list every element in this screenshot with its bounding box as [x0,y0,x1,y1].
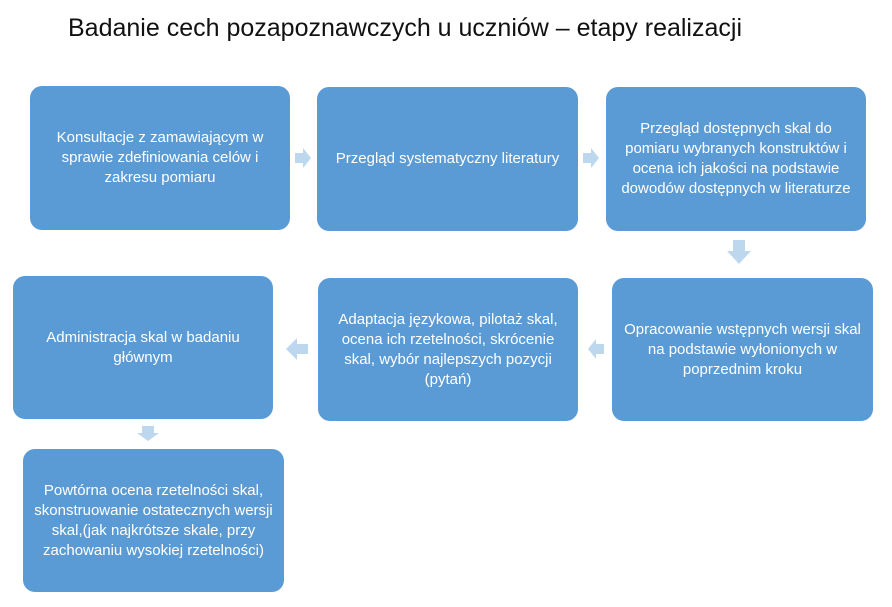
step-4-label: Opracowanie wstępnych wersji skal na podstawie wyłonionych w poprzednim kroku [624,320,861,378]
step-3-label: Przegląd dostępnych skal do pomiaru wybranych konstruktów i ocena ich jakości na podstawie dowodów dostępnych w literaturze [621,120,851,197]
step-7-box [23,449,284,592]
diagram-title: Badanie cech pozapoznawczych u uczniów – etapy realizacji [68,14,742,42]
step-2-label: Przegląd systematyczny literatury [335,150,560,167]
step-7-label: Powtórna ocena rzetelności skal, skonstruowanie ostatecznych wersji skal,(jak najkrótsze skale, przy zachowaniu wysokiej rzetelności) [34,481,273,559]
step-5-box [318,278,578,421]
arrow-right-icon [583,148,599,168]
arrow-left-icon [588,339,604,359]
step-1-box [30,86,290,230]
step-5-label: Adaptacja językowa, pilotaż skal, ocena ich rzetelności, skrócenie skal, wybór najlepszych pozycji (pytań) [338,310,558,388]
arrow-down-icon [727,240,751,264]
step-6-label: Administracja skal w badaniu głównym [46,328,240,366]
step-2-box [317,87,578,231]
arrow-right-icon [295,148,311,168]
arrow-left-icon [286,338,308,360]
step-6-box [13,276,273,419]
arrow-down-icon [137,426,159,441]
step-1-label: Konsultacje z zamawiającym w sprawie zdefiniowania celów i zakresu pomiaru [56,129,264,186]
step-4-box [612,278,873,421]
step-3-box [606,87,866,231]
